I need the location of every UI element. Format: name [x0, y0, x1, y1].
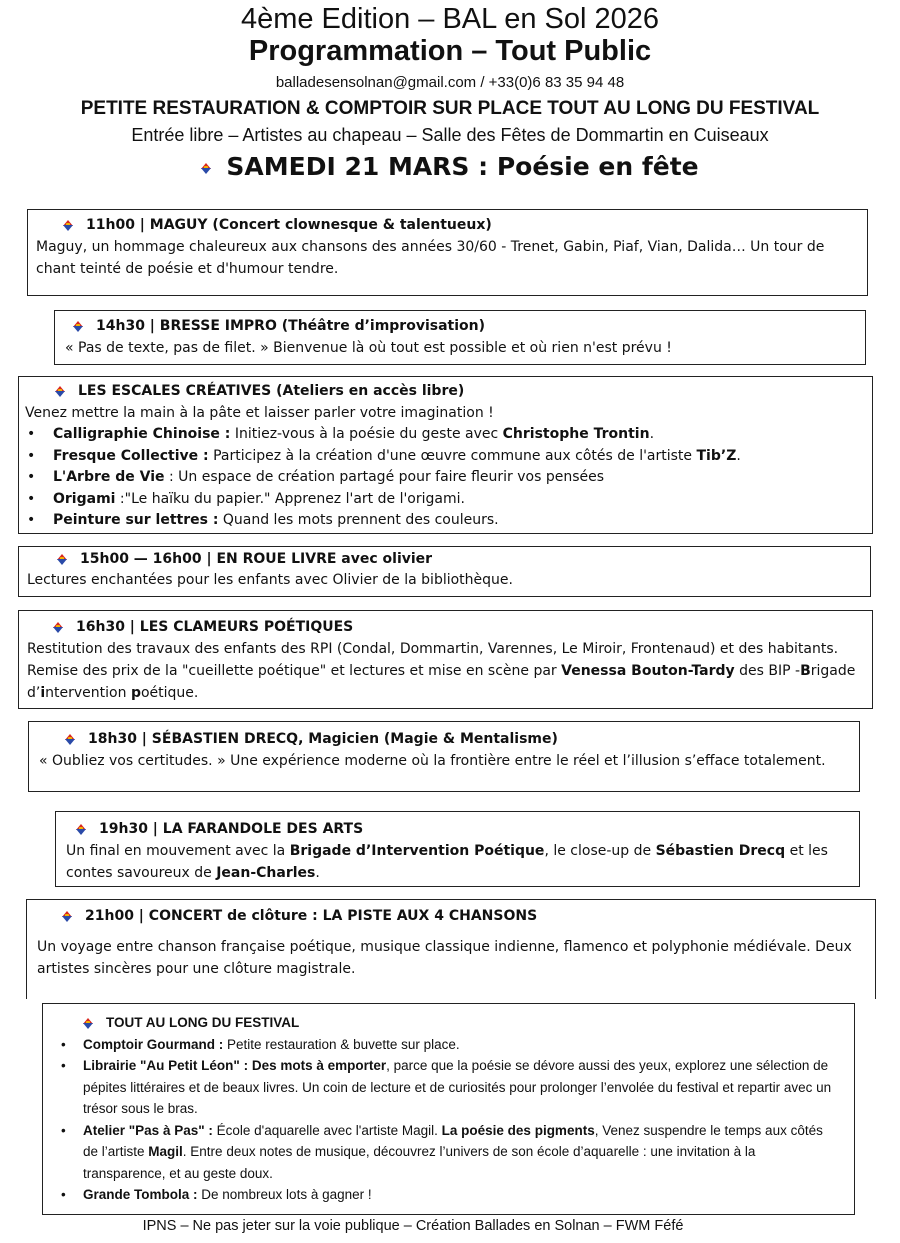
- list-item: • Fresque Collective : Participez à la création d'une œuvre commune aux côtés de l'artiste Tib’Z.: [25, 446, 860, 468]
- event-description: Venez mettre la main à la pâte et laisser parler votre imagination !: [25, 404, 494, 421]
- event-maguy: [27, 209, 868, 296]
- tricolor-arrow-bullet-icon: [53, 622, 64, 633]
- edition-title: 4ème Edition – BAL en Sol 2026: [240, 3, 660, 35]
- day-title-text: SAMEDI 21 MARS : Poésie en fête: [226, 152, 699, 181]
- event-description: Un voyage entre chanson française poétique, musique classique indienne, flamenco et polyphonie médiévale. Deux artistes sincères pour une clôture magistrale.: [37, 939, 852, 977]
- festival-title: TOUT AU LONG DU FESTIVAL: [106, 1015, 300, 1030]
- event-title: 16h30 | LES CLAMEURS POÉTIQUES: [76, 619, 354, 635]
- event-title: 21h00 | CONCERT de clôture : LA PISTE AUX 4 CHANSONS: [85, 908, 538, 924]
- programme-title: Programmation – Tout Public: [248, 35, 652, 67]
- event-title: 11h00 | MAGUY (Concert clownesque & talentueux): [86, 217, 492, 233]
- list-item: • Grande Tombola : De nombreux lots à gagner !: [61, 1184, 840, 1206]
- event-title: 19h30 | LA FARANDOLE DES ARTS: [99, 821, 364, 837]
- event-description: Maguy, un hommage chaleureux aux chansons des années 30/60 - Trenet, Gabin, Piaf, Vian, Dalida… Un tour de chant teinté de poésie et d'humour tendre.: [36, 239, 825, 277]
- event-sebastien-drecq: [28, 721, 860, 792]
- tricolor-arrow-bullet-icon: [62, 911, 73, 922]
- event-title: LES ESCALES CRÉATIVES (Ateliers en accès libre): [78, 383, 465, 399]
- tricolor-arrow-bullet-icon: [57, 554, 68, 565]
- event-escales-creatives: [18, 376, 873, 534]
- list-item: • L'Arbre de Vie : Un espace de création partagé pour faire fleurir vos pensées: [25, 467, 860, 489]
- event-description: « Oubliez vos certitudes. » Une expérience moderne où la frontière entre le réel et l’illusion s’efface totalement.: [39, 753, 826, 769]
- list-item: • Librairie "Au Petit Léon" : Des mots à emporter, parce que la poésie se dévore aussi des yeux, explorez une sélection de pépites littéraires et de beaux livres. Un coin de lecture et de curiosités pour prolonger l’envolée du festival et repartir avec un trésor sous le bras.: [61, 1055, 840, 1120]
- event-description: « Pas de texte, pas de filet. » Bienvenue là où tout est possible et où rien n'est prévu !: [65, 340, 672, 356]
- tricolor-arrow-bullet-icon: [83, 1018, 94, 1029]
- event-description: Lectures enchantées pour les enfants avec Olivier de la bibliothèque.: [27, 572, 513, 588]
- list-item: • Peinture sur lettres : Quand les mots prennent des couleurs.: [25, 510, 860, 532]
- tricolor-arrow-bullet-icon: [76, 824, 87, 835]
- day-title: [0, 150, 900, 184]
- tricolor-arrow-bullet-icon: [65, 734, 76, 745]
- event-farandole-des-arts: [55, 811, 860, 887]
- restauration-banner: PETITE RESTAURATION & COMPTOIR SUR PLACE TOUT AU LONG DU FESTIVAL: [80, 98, 820, 119]
- tricolor-arrow-bullet-icon: [55, 386, 66, 397]
- contact-line: balladesensolnan@gmail.com / +33(0)6 83 35 94 48: [275, 74, 625, 91]
- event-title: 14h30 | BRESSE IMPRO (Théâtre d’improvisation): [96, 318, 486, 334]
- festival-info-box: [42, 1003, 855, 1215]
- event-concert-cloture: [26, 899, 876, 999]
- workshop-list: [25, 424, 860, 532]
- list-item: • Calligraphie Chinoise : Initiez-vous à la poésie du geste avec Christophe Trontin.: [25, 424, 860, 446]
- event-title: 15h00 — 16h00 | EN ROUE LIVRE avec olivier: [80, 551, 433, 567]
- tricolor-arrow-bullet-icon: [201, 163, 212, 174]
- festival-list: [61, 1034, 840, 1206]
- list-item: • Comptoir Gourmand : Petite restauration & buvette sur place.: [61, 1034, 840, 1056]
- footer-notice: IPNS – Ne pas jeter sur la voie publique – Création Ballades en Solnan – FWM Féfé: [142, 1218, 684, 1234]
- tricolor-arrow-bullet-icon: [63, 220, 74, 231]
- entry-info: Entrée libre – Artistes au chapeau – Salle des Fêtes de Dommartin en Cuiseaux: [131, 125, 769, 145]
- tricolor-arrow-bullet-icon: [73, 321, 84, 332]
- event-roue-livre: [18, 546, 871, 597]
- list-item: • Origami :"Le haïku du papier." Apprenez l'art de l'origami.: [25, 489, 860, 511]
- event-title: 18h30 | SÉBASTIEN DRECQ, Magicien (Magie & Mentalisme): [88, 731, 558, 747]
- event-clameurs-poetiques: [18, 610, 873, 709]
- event-bresse-impro: [54, 310, 866, 365]
- event-description: Un final en mouvement avec la Brigade d’Intervention Poétique, le close-up de Sébastien Drecq et les contes savoureux de Jean-Charles.: [66, 843, 828, 881]
- event-description: Restitution des travaux des enfants des RPI (Condal, Dommartin, Varennes, Le Miroir, Frontenaud) et des habitants. Remise des prix de la "cueillette poétique" et lectures et mise en scène par Venessa Bouton-Tardy des BIP -Brigade d’intervention poétique.: [27, 641, 856, 701]
- list-item: • Atelier "Pas à Pas" : École d'aquarelle avec l'artiste Magil. La poésie des pigments, Venez suspendre le temps aux côtés de l’artiste Magil. Entre deux notes de musique, découvrez l’univers de son école d’aquarelle : une invitation à la transparence, et au geste doux.: [61, 1120, 840, 1185]
